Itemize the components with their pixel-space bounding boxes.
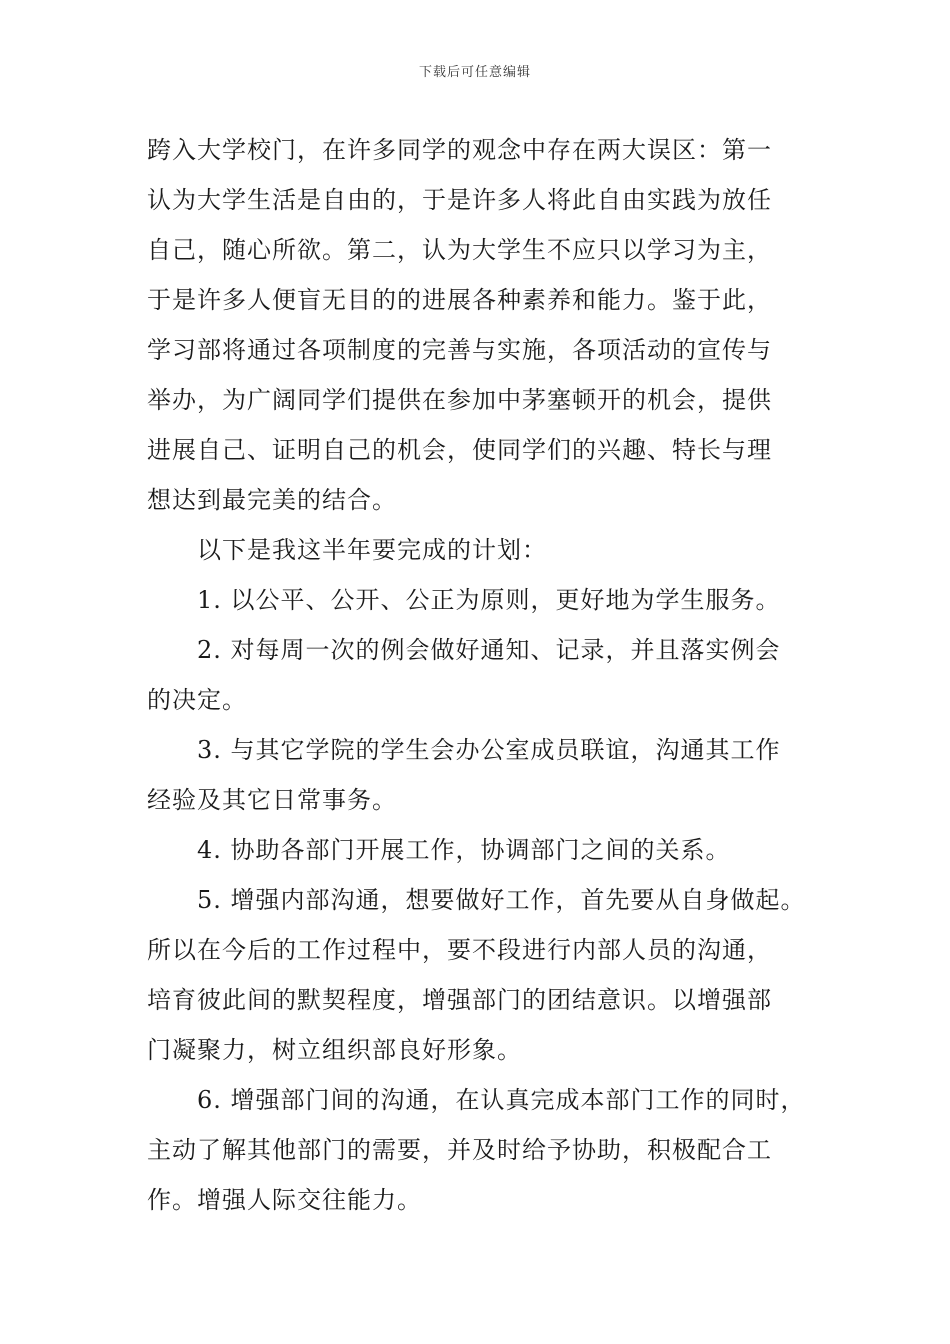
text-line: 所以在今后的工作过程中，要不段进行内部人员的沟通， <box>147 936 772 964</box>
text-line: 门凝聚力，树立组织部良好形象。 <box>147 1036 522 1064</box>
plan-intro-line: 以下是我这半年要完成的计划： <box>197 536 547 564</box>
plan-item-5: 5. 增强内部沟通，想要做好工作，首先要从自身做起。 <box>197 886 806 914</box>
text-line: 主动了解其他部门的需要，并及时给予协助，积极配合工 <box>147 1136 772 1164</box>
text-line: 自己，随心所欲。第二，认为大学生不应只以学习为主， <box>147 236 772 264</box>
text-line: 培育彼此间的默契程度，增强部门的团结意识。以增强部 <box>147 986 772 1014</box>
text-line: 跨入大学校门，在许多同学的观念中存在两大误区：第一 <box>147 136 772 164</box>
document-body <box>147 125 817 1225</box>
text-line: 的决定。 <box>147 686 247 714</box>
plan-item-3: 3. 与其它学院的学生会办公室成员联谊，沟通其工作 <box>197 736 781 764</box>
text-line: 学习部将通过各项制度的完善与实施，各项活动的宣传与 <box>147 336 772 364</box>
plan-item-1: 1. 以公平、公开、公正为原则，更好地为学生服务。 <box>197 586 781 614</box>
text-line: 想达到最完美的结合。 <box>147 486 397 514</box>
text-line: 经验及其它日常事务。 <box>147 786 397 814</box>
plan-item-4: 4. 协助各部门开展工作，协调部门之间的关系。 <box>197 836 731 864</box>
text-line: 认为大学生活是自由的，于是许多人将此自由实践为放任 <box>147 186 772 214</box>
text-line: 进展自己、证明自己的机会，使同学们的兴趣、特长与理 <box>147 436 772 464</box>
text-line: 于是许多人便盲无目的的进展各种素养和能力。鉴于此， <box>147 286 772 314</box>
page-header: 下载后可任意编辑 <box>418 65 531 80</box>
plan-item-2: 2. 对每周一次的例会做好通知、记录，并且落实例会 <box>197 636 781 664</box>
text-line: 作。增强人际交往能力。 <box>147 1186 422 1214</box>
plan-item-6: 6. 增强部门间的沟通，在认真完成本部门工作的同时， <box>197 1086 806 1114</box>
text-line: 举办，为广阔同学们提供在参加中茅塞顿开的机会，提供 <box>147 386 772 414</box>
